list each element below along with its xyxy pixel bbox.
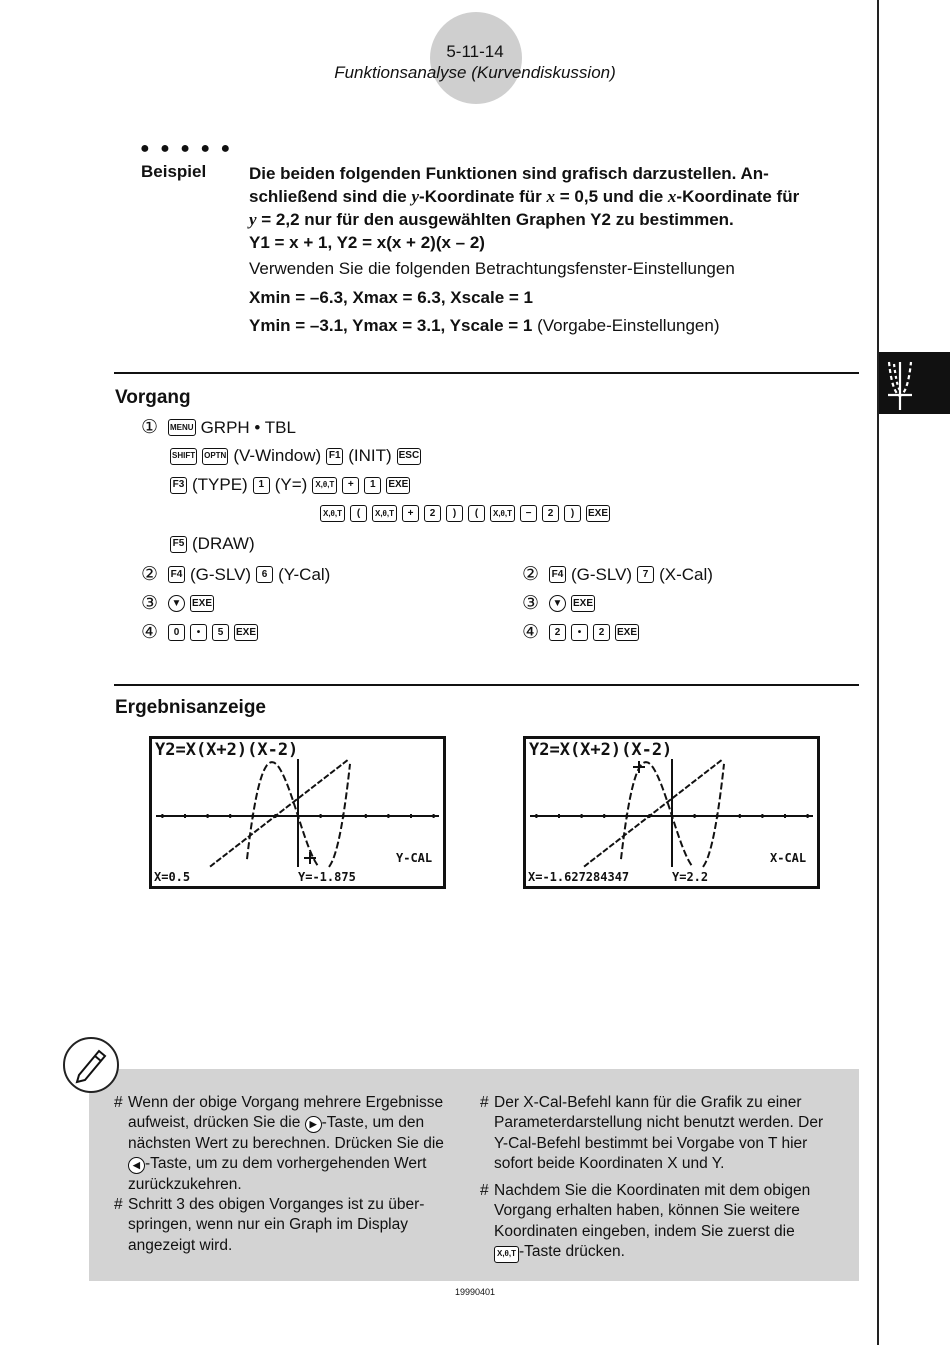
plus-key: + <box>342 477 359 494</box>
step-text: (INIT) <box>348 446 392 465</box>
task-text: schließend sind die <box>249 187 412 206</box>
note-text: aufweist, drücken Sie die <box>128 1114 305 1132</box>
x-window-settings: Xmin = –6.3, Xmax = 6.3, Xscale = 1 <box>249 288 533 307</box>
pencil-icon <box>63 1037 119 1093</box>
task-var: y <box>411 187 420 206</box>
y-window-settings <box>249 316 720 336</box>
note-text: -Taste, um den <box>321 1114 425 1132</box>
right-margin-line <box>877 0 879 1345</box>
two-key: 2 <box>542 505 559 522</box>
xthetat-key: X,θ,T <box>372 505 397 522</box>
trace-cursor <box>633 761 645 773</box>
exe-key: EXE <box>571 595 595 612</box>
two-key: 2 <box>593 624 610 641</box>
note-line: Vorgang erhalten haben, können Sie weitere <box>494 1202 800 1220</box>
f4-key: F4 <box>168 566 185 583</box>
five-key: 5 <box>212 624 229 641</box>
one-key: 1 <box>364 477 381 494</box>
note-line: Der X-Cal-Befehl kann für die Grafik zu einer <box>494 1094 802 1111</box>
task-line-1: Die beiden folgenden Funktionen sind grafisch darzustellen. An- <box>249 164 769 183</box>
rparen-key: ) <box>564 505 581 522</box>
note-left-2 <box>114 1195 468 1256</box>
exe-key: EXE <box>586 505 610 522</box>
note-line <box>494 1242 854 1263</box>
right-step-3 <box>522 592 595 615</box>
step-number: ② <box>141 564 159 585</box>
zero-key: 0 <box>168 624 185 641</box>
calculator-screen-2 <box>523 736 820 889</box>
page-number: 5-11-14 <box>446 42 504 61</box>
down-arrow-key: ▼ <box>549 595 566 612</box>
step-number: ④ <box>141 622 159 643</box>
f4-key: F4 <box>549 566 566 583</box>
mode-label: X-CAL <box>770 851 807 865</box>
note-line: sofort beide Koordinaten X und Y. <box>494 1155 725 1173</box>
task-text: -Koordinate für <box>676 187 800 206</box>
task-text: = 2,2 nur für den ausgewählten Graphen Y2 zu bestimmen. <box>256 210 734 229</box>
xthetat-key: X,θ,T <box>320 505 345 522</box>
note-right-2 <box>480 1181 854 1263</box>
step-number: ③ <box>522 593 540 614</box>
y-settings-values: Ymin = –3.1, Ymax = 3.1, Yscale = 1 <box>249 316 533 335</box>
note-line: nächsten Wert zu berechnen. Drücken Sie die <box>128 1134 444 1152</box>
step-1-line-5 <box>170 534 255 554</box>
minus-key: − <box>520 505 537 522</box>
step-number: ① <box>141 417 159 438</box>
task-var: x <box>546 187 556 206</box>
dot-key: • <box>571 624 588 641</box>
screen-title: Y2=X(X+2)(X-2) <box>155 740 299 760</box>
step-1-line-2 <box>170 446 421 466</box>
step-text: (DRAW) <box>192 534 255 553</box>
screen-title: Y2=X(X+2)(X-2) <box>529 740 673 760</box>
f5-key: F5 <box>170 536 187 553</box>
x-readout: X=-1.627284347 <box>528 870 630 884</box>
esc-key: ESC <box>397 448 422 465</box>
page-title: Funktionsanalyse (Kurvendiskussion) <box>334 63 616 82</box>
y-settings-note: (Vorgabe-Einstellungen) <box>532 316 720 335</box>
window-intro: Verwenden Sie die folgenden Betrachtungsfenster-Einstellungen <box>249 259 735 278</box>
note-line: angezeigt wird. <box>128 1236 233 1254</box>
graph-y1 <box>210 759 349 867</box>
note-line <box>128 1154 468 1174</box>
note-bullet: # <box>114 1094 123 1111</box>
note-line: Y-Cal-Befehl bestimmt bei Vorgabe von T hier <box>494 1134 808 1152</box>
lparen-key: ( <box>350 505 367 522</box>
trace-cursor <box>304 852 316 864</box>
left-step-4 <box>141 621 258 644</box>
note-text: -Taste drücken. <box>519 1243 625 1261</box>
note-line: Parameterdarstellung nicht benutzt werden. Der <box>494 1114 824 1132</box>
two-key: 2 <box>549 624 566 641</box>
xthetat-key: X,θ,T <box>494 1246 519 1263</box>
exe-key: EXE <box>190 595 214 612</box>
step-text: (Y-Cal) <box>278 564 331 584</box>
note-text: -Taste, um zu dem vorhergehenden Wert <box>145 1155 427 1173</box>
menu-key: MENU <box>168 419 196 436</box>
one-key: 1 <box>253 477 270 494</box>
task-line-3 <box>249 208 859 231</box>
result-heading: Ergebnisanzeige <box>115 697 266 718</box>
note-bullet: # <box>480 1182 489 1199</box>
optn-key: OPTN <box>202 448 228 465</box>
example-dots: ● ● ● ● ● <box>140 140 234 157</box>
calculator-screen-1 <box>149 736 446 889</box>
step-text: (V-Window) <box>233 446 322 465</box>
note-bullet: # <box>114 1196 123 1213</box>
mode-label: Y-CAL <box>396 851 433 865</box>
graph-y1 <box>584 759 723 867</box>
step-text: (X-Cal) <box>659 564 713 584</box>
note-bullet: # <box>480 1094 489 1111</box>
task-line-2 <box>249 185 859 208</box>
xthetat-key: X,θ,T <box>490 505 515 522</box>
step-1-line-3 <box>170 475 410 495</box>
step-number: ④ <box>522 622 540 643</box>
example-task <box>249 162 859 254</box>
xthetat-key: X,θ,T <box>312 477 337 494</box>
six-key: 6 <box>256 566 273 583</box>
exe-key: EXE <box>615 624 639 641</box>
step-text: (Y=) <box>274 475 308 494</box>
note-right-1 <box>480 1093 854 1175</box>
left-step-2 <box>141 563 330 586</box>
note-line: Nachdem Sie die Koordinaten mit dem obigen <box>494 1182 811 1199</box>
footer-code: 19990401 <box>454 1287 496 1297</box>
right-step-2 <box>522 563 713 586</box>
step-text: GRPH • TBL <box>200 417 296 437</box>
left-step-3 <box>141 592 214 615</box>
note-line: Schritt 3 des obigen Vorganges ist zu über- <box>128 1196 425 1213</box>
note-line <box>128 1113 468 1133</box>
exe-key: EXE <box>234 624 258 641</box>
note-line: zurückzukehren. <box>128 1175 242 1193</box>
graph-chapter-icon <box>879 352 950 414</box>
step-number: ③ <box>141 593 159 614</box>
task-text: = 0,5 und die <box>555 187 668 206</box>
note-line: springen, wenn nur ein Graph im Display <box>128 1216 408 1234</box>
task-functions: Y1 = x + 1, Y2 = x(x + 2)(x – 2) <box>249 233 485 252</box>
example-label: Beispiel <box>141 162 207 181</box>
procedure-heading: Vorgang <box>115 387 191 408</box>
step-1-line-4 <box>320 505 610 522</box>
chapter-tab <box>879 352 950 414</box>
down-arrow-key: ▼ <box>168 595 185 612</box>
right-arrow-key: ▶ <box>305 1116 322 1133</box>
f3-key: F3 <box>170 477 187 494</box>
step-number: ② <box>522 564 540 585</box>
step-text: (G-SLV) <box>571 564 633 584</box>
step-text: (G-SLV) <box>190 564 252 584</box>
x-readout: X=0.5 <box>154 870 191 884</box>
rparen-key: ) <box>446 505 463 522</box>
note-line: Koordinaten eingeben, indem Sie zuerst die <box>494 1222 795 1240</box>
step-text: (TYPE) <box>192 475 248 494</box>
y-readout: Y=-1.875 <box>298 870 356 884</box>
section-divider <box>114 684 859 686</box>
section-divider <box>114 372 859 374</box>
seven-key: 7 <box>637 566 654 583</box>
step-1 <box>141 416 296 439</box>
f1-key: F1 <box>326 448 343 465</box>
right-step-4 <box>522 621 639 644</box>
lparen-key: ( <box>468 505 485 522</box>
task-var: x <box>667 187 677 206</box>
task-var: y <box>249 210 257 229</box>
y-readout: Y=2.2 <box>672 870 709 884</box>
task-text: -Koordinate für <box>419 187 547 206</box>
two-key: 2 <box>424 505 441 522</box>
shift-key: SHIFT <box>170 448 197 465</box>
exe-key: EXE <box>386 477 410 494</box>
note-left-1 <box>114 1093 468 1195</box>
left-arrow-key: ◀ <box>128 1157 145 1174</box>
note-line: Wenn der obige Vorgang mehrere Ergebnisse <box>128 1094 444 1111</box>
plus-key: + <box>402 505 419 522</box>
dot-key: • <box>190 624 207 641</box>
